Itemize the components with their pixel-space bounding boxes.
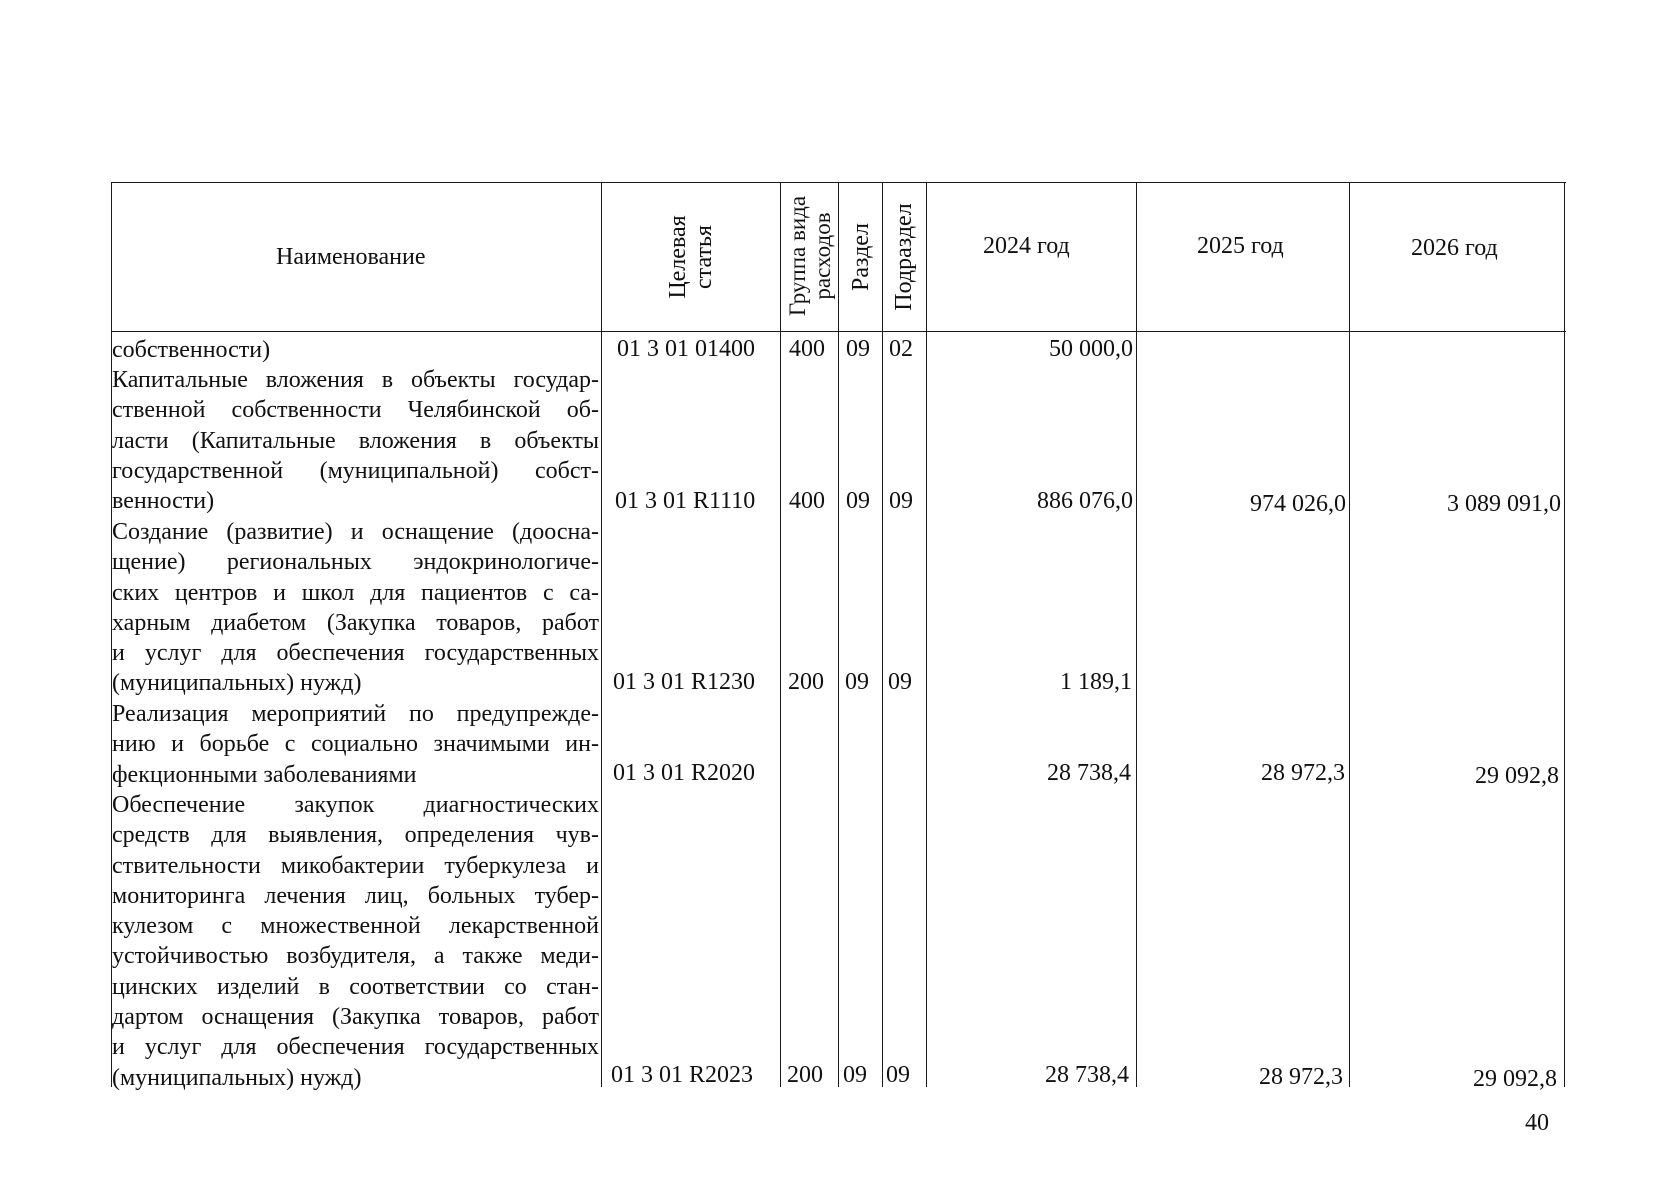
page-number: 40 (1525, 1110, 1549, 1136)
header-section: Раздел (848, 223, 874, 291)
row-1-code: 01 3 01 R1110 (615, 488, 756, 514)
row-1-2024: 886 076,0 (1037, 488, 1133, 514)
row-1-2025: 974 026,0 (1250, 491, 1346, 517)
col-border-4 (882, 182, 883, 1087)
row-0-subsection: 02 (889, 336, 913, 362)
header-name: Наименование (276, 244, 426, 270)
col-border-3 (838, 182, 839, 1087)
row-1-group: 400 (789, 488, 825, 514)
row-3-name: Реализация мероприятий по предупрежде- нию и борьбе с социально значимыми ин- фекционными заболеваниями (112, 701, 599, 788)
row-2-section: 09 (845, 669, 869, 695)
header-expense-group: Группа вида расходов (785, 195, 835, 317)
row-1-2026: 3 089 091,0 (1447, 491, 1561, 517)
row-4-subsection: 09 (886, 1062, 910, 1088)
row-2-subsection: 09 (888, 669, 912, 695)
row-0-group: 400 (789, 336, 825, 362)
row-1-name: Капитальные вложения в объекты государ- ственной собственности Челябинской об- ласти (Капитальные вложения в объекты государственной (муниципальной) собст- венности) (112, 367, 599, 515)
row-4-code: 01 3 01 R2023 (611, 1062, 754, 1088)
row-4-section: 09 (843, 1062, 867, 1088)
col-border-1 (601, 182, 602, 1087)
row-2-2024: 1 189,1 (1060, 669, 1132, 695)
header-2026: 2026 год (1411, 235, 1498, 261)
col-border-2 (780, 182, 781, 1087)
col-border-6 (1136, 182, 1137, 1087)
row-2-code: 01 3 01 R1230 (613, 669, 756, 695)
row-4-group: 200 (787, 1062, 823, 1088)
row-0-code: 01 3 01 01400 (617, 336, 755, 362)
row-4-2026: 29 092,8 (1473, 1066, 1557, 1092)
row-4-2024: 28 738,4 (1045, 1062, 1129, 1088)
row-1-subsection: 09 (889, 488, 913, 514)
header-subsection: Подраздел (891, 203, 917, 311)
header-target-article: Целевая статья (665, 215, 717, 299)
col-border-5 (926, 182, 927, 1087)
row-0-name: собственности) (112, 337, 271, 363)
row-0-2024: 50 000,0 (1049, 336, 1133, 362)
row-0-section: 09 (846, 336, 870, 362)
row-4-name: Обеспечение закупок диагностических средств для выявления, определения чув- ствительности микобактерии туберкулеза и мониторинга лечения лиц, больных тубер- кулезом с множественной лекарственной устойчивостью возбудителя, а также меди- цинских изделий в соответствии со стан- дартом оснащения (Закупка товаров, работ и услуг для обеспечения государственных (муниципальных) нужд) (112, 792, 599, 1091)
row-3-code: 01 3 01 R2020 (613, 760, 756, 786)
header-2025: 2025 год (1197, 233, 1284, 259)
col-border-7 (1349, 182, 1350, 1087)
row-3-2025: 28 972,3 (1261, 760, 1345, 786)
row-2-name: Создание (развитие) и оснащение (доосна- щение) региональных эндокринологиче- ских центров и школ для пациентов с са- харным диабетом (Закупка товаров, работ и услуг для обеспечения государственных (муниципальных) нужд) (112, 519, 599, 697)
row-2-group: 200 (788, 669, 824, 695)
row-3-2026: 29 092,8 (1475, 763, 1559, 789)
header-2024: 2024 год (983, 233, 1070, 259)
row-4-2025: 28 972,3 (1259, 1064, 1343, 1090)
row-3-2024: 28 738,4 (1047, 760, 1131, 786)
col-border-right (1564, 182, 1565, 1087)
row-1-section: 09 (846, 488, 870, 514)
